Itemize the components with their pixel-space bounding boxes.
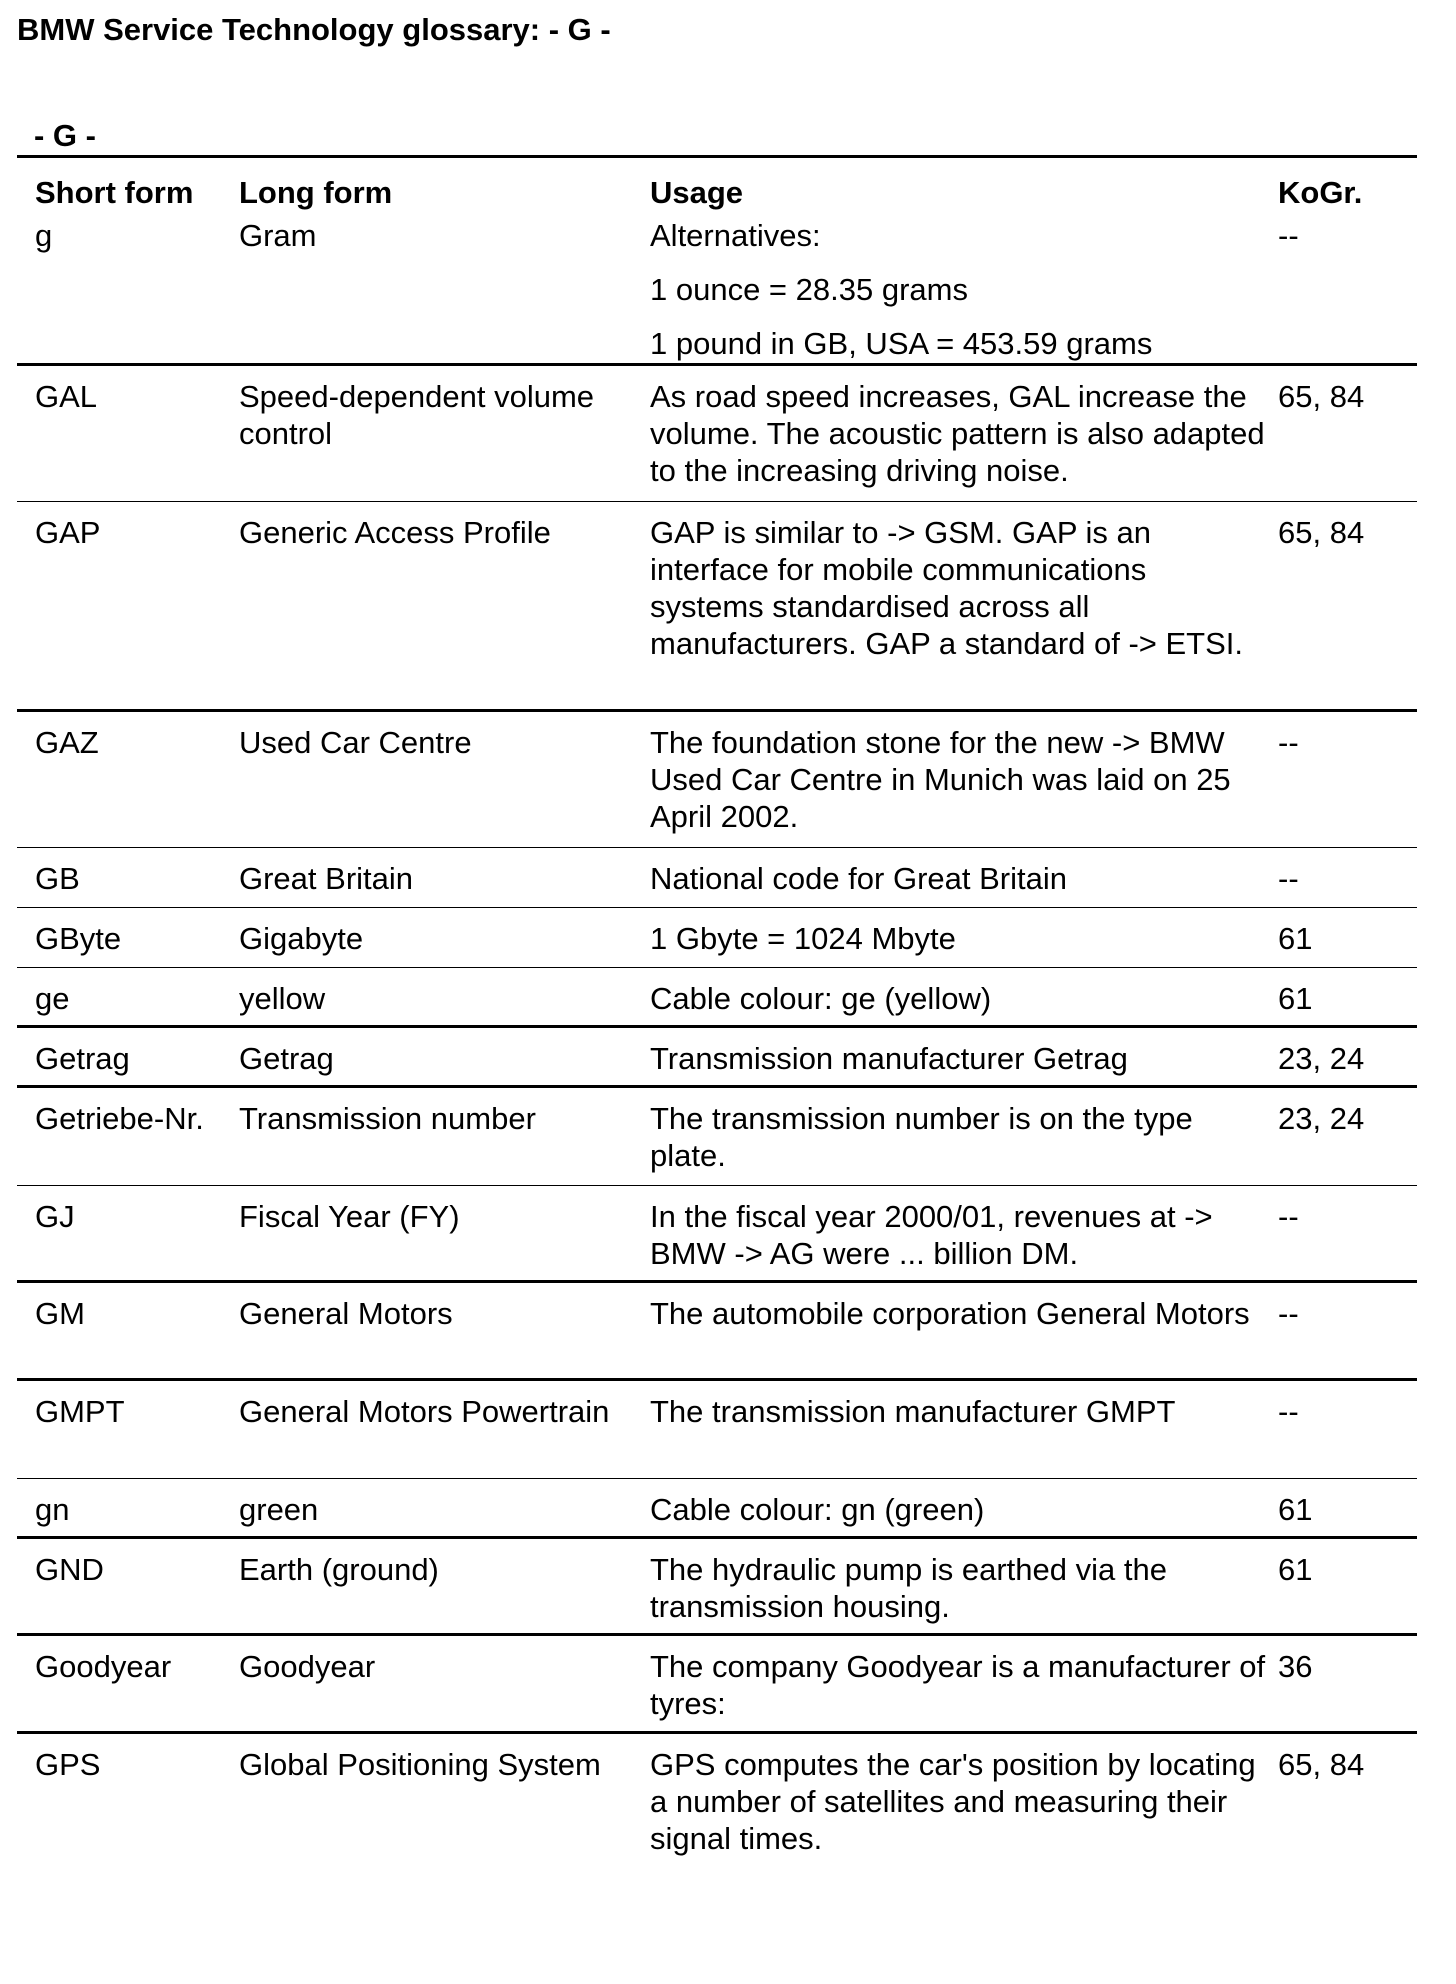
- kogr-cell: 61: [1278, 1492, 1313, 1527]
- table-row: [17, 968, 1417, 1028]
- usage-cell: [650, 980, 1278, 1017]
- short-form-cell: GB: [35, 861, 80, 896]
- long-form-cell: Earth (ground): [239, 1552, 439, 1587]
- usage-cell: [650, 1295, 1278, 1332]
- usage-cell: [650, 724, 1278, 835]
- kogr-cell: 65, 84: [1278, 1747, 1365, 1782]
- short-form-cell: GByte: [35, 921, 122, 956]
- page-title: BMW Service Technology glossary: - G -: [17, 12, 611, 47]
- usage-cell: [650, 378, 1278, 489]
- kogr-cell: --: [1278, 1199, 1299, 1234]
- long-form-cell: yellow: [239, 981, 326, 1016]
- short-form-cell: GAZ: [35, 725, 99, 760]
- usage-cell: [650, 217, 1278, 362]
- usage-cell: [650, 514, 1278, 662]
- table-row: [17, 1539, 1417, 1636]
- long-form-cell: Transmission number: [239, 1101, 536, 1136]
- short-form-cell: ge: [35, 981, 70, 1016]
- usage-line: 1 ounce = 28.35 grams: [650, 272, 968, 307]
- long-form-cell: General Motors: [239, 1296, 453, 1331]
- usage-line: The company Goodyear is a manufacturer of tyres:: [650, 1649, 1266, 1721]
- long-form-cell: Speed-dependent volume control: [239, 379, 595, 451]
- short-form-cell: GPS: [35, 1747, 101, 1782]
- short-form-cell: GM: [35, 1296, 85, 1331]
- short-form-cell: Getrag: [35, 1041, 130, 1076]
- usage-cell: [650, 1100, 1278, 1174]
- table-row: [17, 908, 1417, 968]
- table-row: [17, 1734, 1417, 1879]
- table-row: [17, 1381, 1417, 1479]
- long-form-cell: Fiscal Year (FY): [239, 1199, 460, 1234]
- long-form-cell: Great Britain: [239, 861, 414, 896]
- usage-line: Transmission manufacturer Getrag: [650, 1041, 1128, 1076]
- usage-line: In the fiscal year 2000/01, revenues at -> BMW -> AG were ... billion DM.: [650, 1199, 1213, 1271]
- kogr-cell: 65, 84: [1278, 515, 1365, 550]
- usage-cell: [650, 1491, 1278, 1528]
- kogr-cell: --: [1278, 861, 1299, 896]
- usage-cell: [650, 1393, 1278, 1430]
- table-row: [17, 1479, 1417, 1539]
- long-form-cell: General Motors Powertrain: [239, 1394, 610, 1429]
- short-form-cell: GAL: [35, 379, 98, 414]
- usage-line: GAP is similar to -> GSM. GAP is an interface for mobile communications systems standardised across all manufacturers. GAP a standard of -> ETSI.: [650, 515, 1244, 661]
- kogr-cell: 61: [1278, 1552, 1313, 1587]
- table-row: [17, 1088, 1417, 1186]
- kogr-cell: 65, 84: [1278, 379, 1365, 414]
- header-usage: Usage: [650, 175, 744, 210]
- usage-cell: [650, 860, 1278, 897]
- table-body: [17, 217, 1417, 1879]
- long-form-cell: green: [239, 1492, 319, 1527]
- kogr-cell: 61: [1278, 981, 1313, 1016]
- long-form-cell: Global Positioning System: [239, 1747, 601, 1782]
- section-heading: - G -: [34, 118, 96, 153]
- short-form-cell: GMPT: [35, 1394, 125, 1429]
- usage-line: GPS computes the car's position by locating a number of satellites and measuring their signal times.: [650, 1747, 1256, 1856]
- usage-line: As road speed increases, GAL increase the volume. The acoustic pattern is also adapted to the increasing driving noise.: [650, 379, 1265, 488]
- short-form-cell: Goodyear: [35, 1649, 172, 1684]
- short-form-cell: g: [35, 218, 53, 253]
- usage-line: National code for Great Britain: [650, 861, 1067, 896]
- usage-cell: [650, 920, 1278, 957]
- table-header-row: [17, 158, 1417, 217]
- short-form-cell: GND: [35, 1552, 104, 1587]
- usage-cell: [650, 1040, 1278, 1077]
- usage-line: Alternatives:: [650, 218, 821, 253]
- header-long-form: Long form: [239, 175, 393, 210]
- kogr-cell: --: [1278, 725, 1299, 760]
- long-form-cell: Generic Access Profile: [239, 515, 551, 550]
- header-short-form: Short form: [35, 175, 194, 210]
- short-form-cell: gn: [35, 1492, 70, 1527]
- kogr-cell: 23, 24: [1278, 1041, 1365, 1076]
- table-row: [17, 366, 1417, 502]
- short-form-cell: GJ: [35, 1199, 75, 1234]
- usage-line: The automobile corporation General Motors: [650, 1296, 1250, 1331]
- usage-line: The hydraulic pump is earthed via the transmission housing.: [650, 1552, 1167, 1624]
- short-form-cell: Getriebe-Nr.: [35, 1101, 204, 1136]
- long-form-cell: Getrag: [239, 1041, 334, 1076]
- long-form-cell: Gram: [239, 218, 317, 253]
- long-form-cell: Goodyear: [239, 1649, 376, 1684]
- usage-cell: [650, 1551, 1278, 1625]
- table-row: [17, 502, 1417, 712]
- usage-cell: [650, 1746, 1278, 1857]
- kogr-cell: --: [1278, 1296, 1299, 1331]
- kogr-cell: --: [1278, 218, 1299, 253]
- kogr-cell: 23, 24: [1278, 1101, 1365, 1136]
- usage-line: Cable colour: gn (green): [650, 1492, 985, 1527]
- usage-cell: [650, 1648, 1278, 1722]
- table-row: [17, 1283, 1417, 1381]
- kogr-cell: 36: [1278, 1649, 1313, 1684]
- usage-line: The foundation stone for the new -> BMW Used Car Centre in Munich was laid on 25 April 2002.: [650, 725, 1231, 834]
- usage-line: The transmission number is on the type plate.: [650, 1101, 1193, 1173]
- usage-line: The transmission manufacturer GMPT: [650, 1394, 1176, 1429]
- table-row: [17, 1028, 1417, 1088]
- usage-line: Cable colour: ge (yellow): [650, 981, 992, 1016]
- table-row: [17, 217, 1417, 366]
- short-form-cell: GAP: [35, 515, 101, 550]
- table-row: [17, 1186, 1417, 1283]
- kogr-cell: 61: [1278, 921, 1313, 956]
- usage-line: 1 Gbyte = 1024 Mbyte: [650, 921, 956, 956]
- table-row: [17, 1636, 1417, 1734]
- long-form-cell: Gigabyte: [239, 921, 364, 956]
- usage-line: 1 pound in GB, USA = 453.59 grams: [650, 326, 1153, 361]
- long-form-cell: Used Car Centre: [239, 725, 472, 760]
- usage-cell: [650, 1198, 1278, 1272]
- header-kogr: KoGr.: [1278, 175, 1363, 210]
- kogr-cell: --: [1278, 1394, 1299, 1429]
- table-row: [17, 848, 1417, 908]
- glossary-table: [17, 155, 1417, 1879]
- table-row: [17, 712, 1417, 848]
